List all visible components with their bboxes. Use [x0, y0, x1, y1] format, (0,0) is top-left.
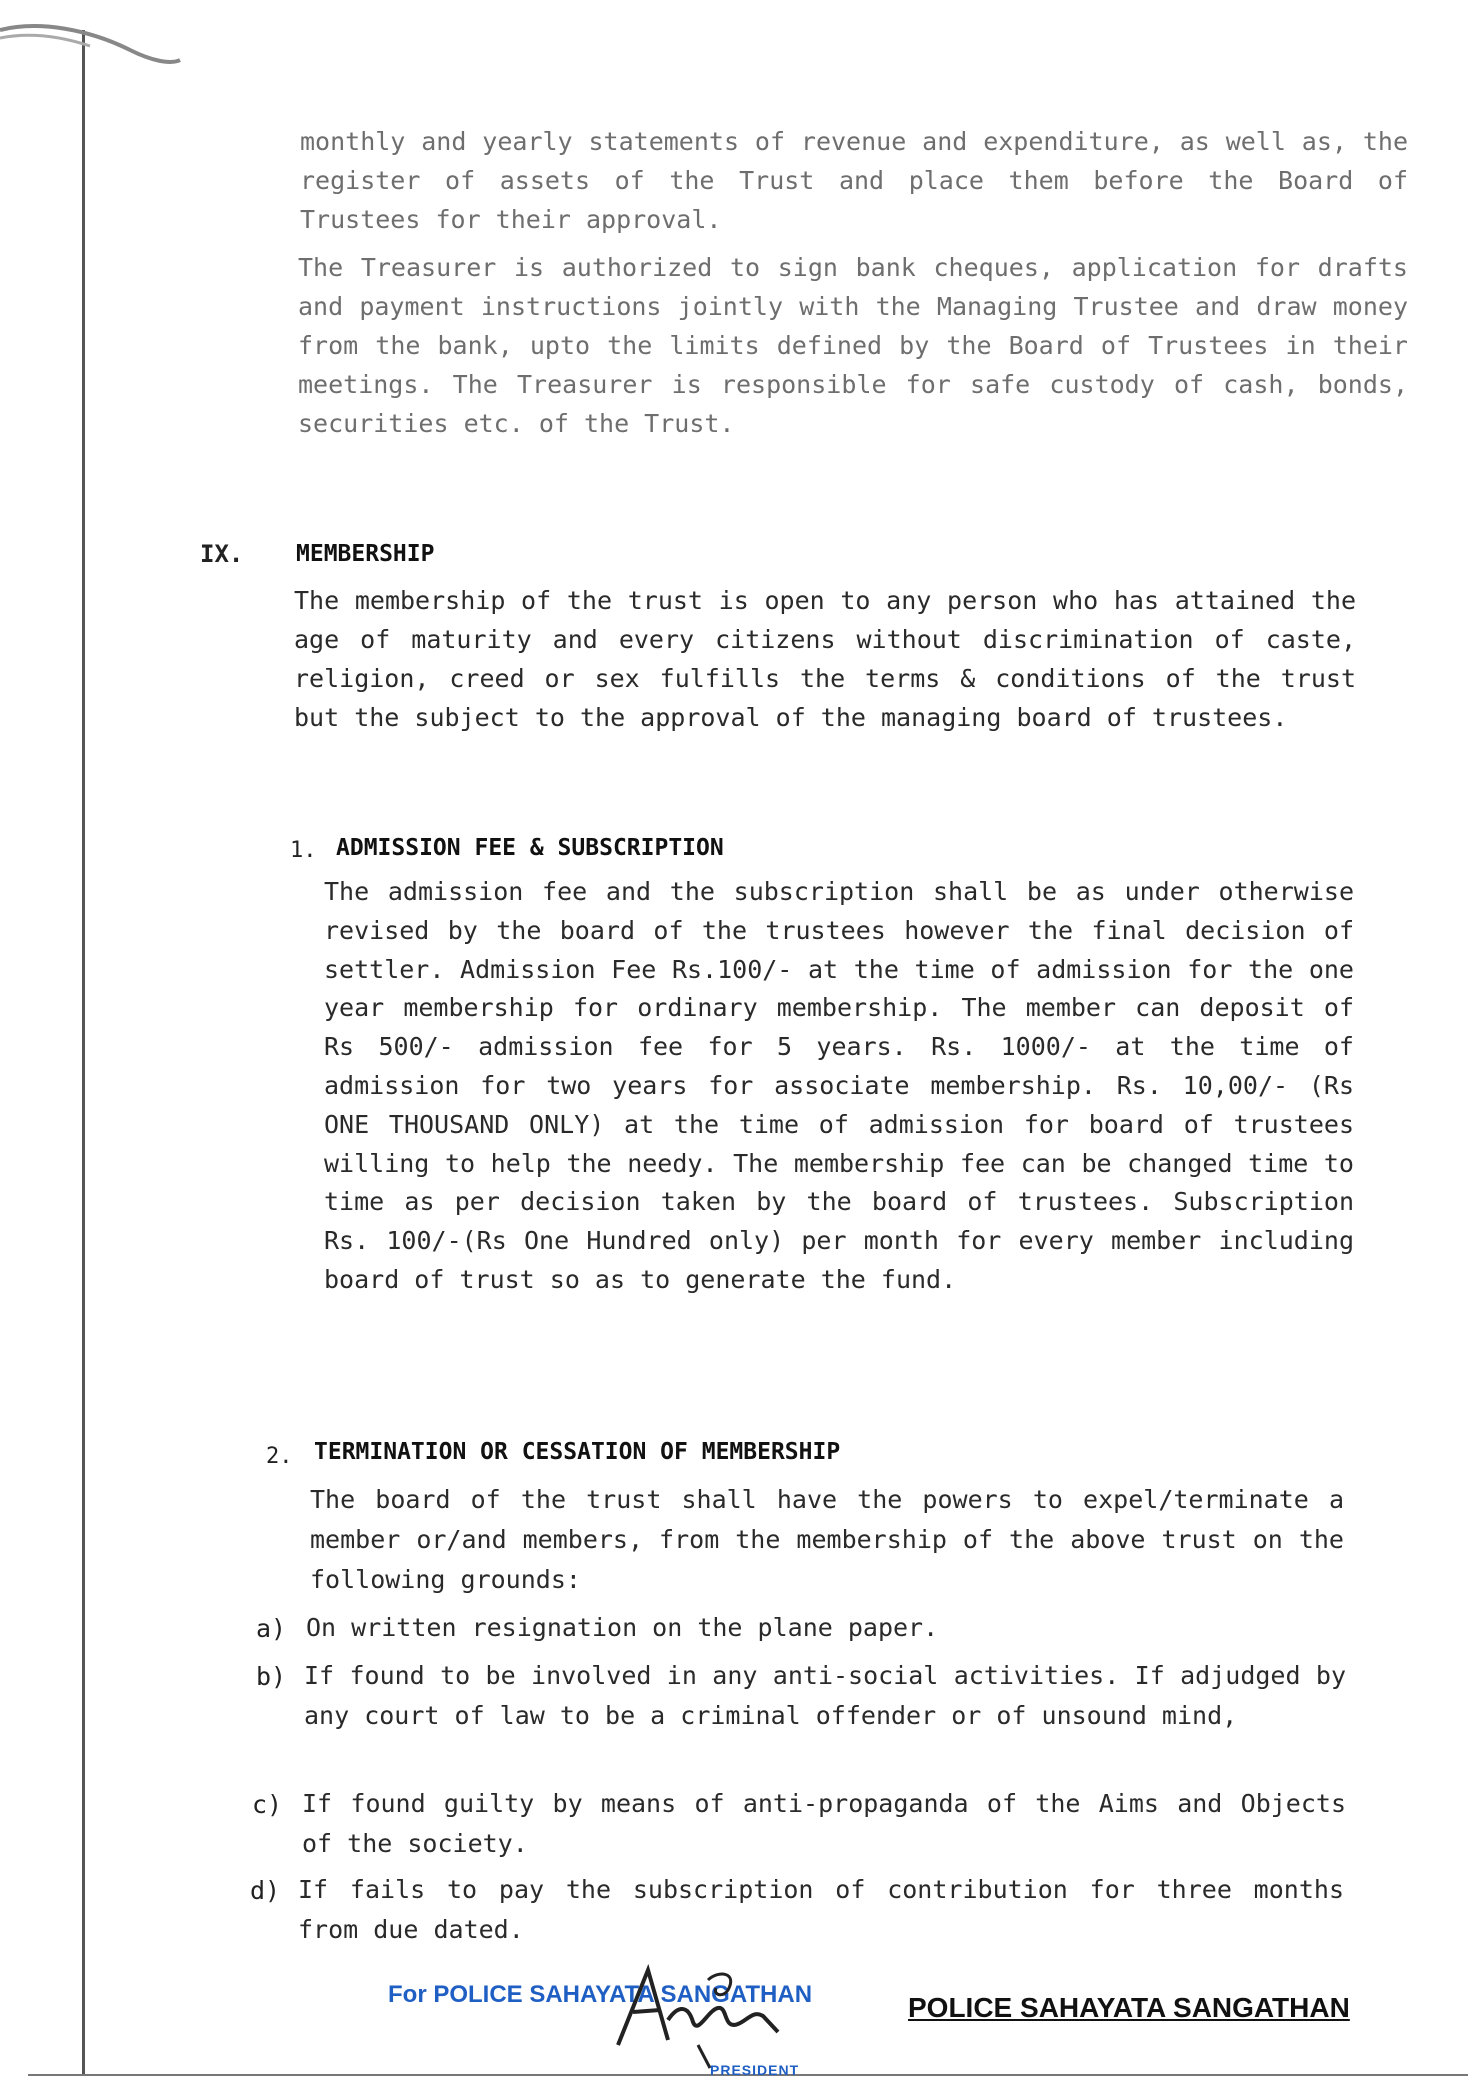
membership-paragraph: The membership of the trust is open to any person who has attained the age of maturity and every citizens without discrimination of caste, religion, creed or sex fulfills the terms & conditions of the trust but the subject to the approval of the managing board of trustees. — [294, 586, 1356, 732]
intro-paragraph-2: The Treasurer is authorized to sign bank cheques, application for drafts and payment instructions jointly with the Managing Trustee and draw money from the bank, upto the limits defined by the Board of Trustees in their meetings. The Treasurer is responsible for safe custody of cash, bonds, securities etc. of the Trust. — [298, 253, 1408, 438]
list-item-b: If found to be involved in any anti-social activities. If adjudged by any court of law to be a criminal offender or of unsound mind, — [304, 1661, 1346, 1730]
section-title: MEMBERSHIP — [296, 541, 435, 567]
list-marker-d: d) — [250, 1876, 281, 1905]
subsection-2-number: 2. — [266, 1444, 293, 1469]
subsection-1-number: 1. — [290, 838, 317, 863]
list-marker-a: a) — [256, 1614, 287, 1643]
list-item-c: If found guilty by means of anti-propaganda of the Aims and Objects of the society. — [302, 1789, 1346, 1858]
subsection-1-title: ADMISSION FEE & SUBSCRIPTION — [336, 835, 724, 861]
intro-paragraph-1: monthly and yearly statements of revenue and expenditure, as well as, the register of assets of the Trust and place them before the Board of Trustees for their approval. — [300, 127, 1408, 234]
list-marker-b: b) — [256, 1662, 287, 1691]
subsection-2-title: TERMINATION OR CESSATION OF MEMBERSHIP — [314, 1439, 841, 1465]
stamp-for-organization: For POLICE SAHAYATA SANGATHAN — [388, 1981, 813, 2008]
list-item-a: On written resignation on the plane paper. — [306, 1613, 939, 1642]
page-left-edge — [82, 30, 85, 2075]
organization-name: POLICE SAHAYATA SANGATHAN — [908, 1992, 1350, 2023]
stamp-designation: PRESIDENT — [710, 2062, 800, 2078]
list-item-d: If fails to pay the subscription of contribution for three months from due dated. — [298, 1875, 1344, 1944]
admission-fee-paragraph: The admission fee and the subscription shall be as under otherwise revised by the board of the trustees however the final decision of settler. Admission Fee Rs.100/- at the time of admission for the one year membership for ordinary membership. The member can deposit of Rs 500/- admission fee for 5 years. Rs. 1000/- at the time of admission for two years for associate membership. Rs. 10,00/- (Rs ONE THOUSAND ONLY) at the time of admission for board of trustees willing to help the needy. The membership fee can be changed time to time as per decision taken by the board of trustees. Subscription Rs. 100/-(Rs One Hundred only) per month for every member including board of trust so as to generate the fund. — [324, 877, 1354, 1294]
signature — [598, 1950, 798, 2070]
termination-paragraph: The board of the trust shall have the powers to expel/terminate a member or/and members, from the membership of the above trust on the following grounds: — [310, 1485, 1344, 1594]
staple-mark — [0, 20, 190, 80]
section-number: IX. — [200, 540, 244, 568]
list-marker-c: c) — [252, 1790, 283, 1819]
